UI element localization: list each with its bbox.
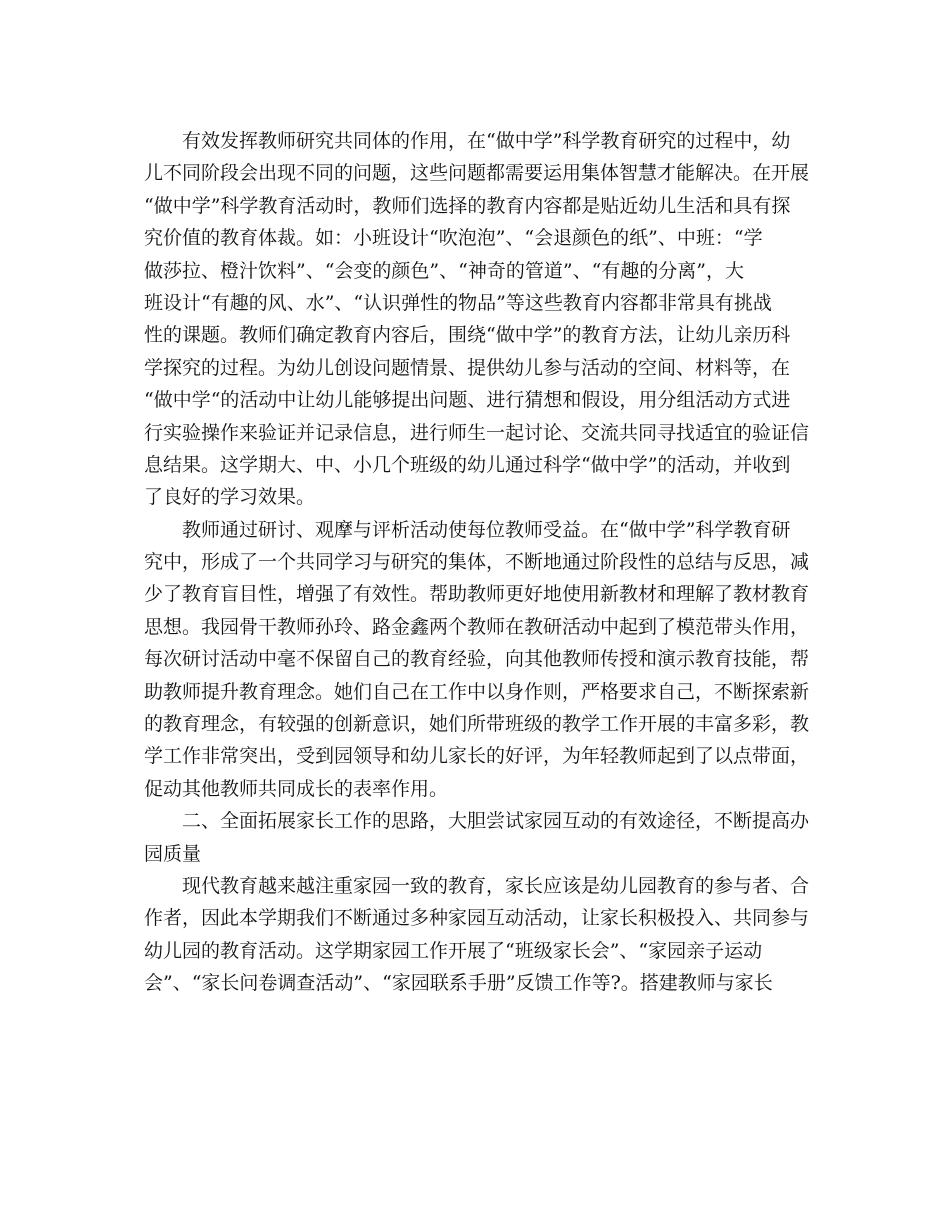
paragraph-line: 做莎拉、橙汁饮料”、“会变的颜色”、“神奇的管道”、“有趣的分离”，大 bbox=[144, 259, 744, 282]
paragraph-line: 息结果。这学期大、中、小几个班级的幼儿通过科学“做中学”的活动，并收到 bbox=[144, 453, 791, 476]
paragraph-line: 究价值的教育体裁。如：小班设计“吹泡泡”、“会退颜色的纸”、中班：“学 bbox=[144, 227, 763, 250]
paragraph-line: 幼儿园的教育活动。这学期家园工作开展了“班级家长会”、“家园亲子运动 bbox=[144, 939, 763, 962]
paragraph-line: 了良好的学习效果。 bbox=[144, 486, 316, 509]
section-heading-line: 园质量 bbox=[144, 842, 202, 865]
paragraph-line: “做中学”科学教育活动时，教师们选择的教育内容都是贴近幼儿生活和具有探 bbox=[144, 194, 791, 217]
paragraph-line: 学探究的过程。为幼儿创设问题情景、提供幼儿参与活动的空间、材料等，在 bbox=[144, 356, 791, 379]
paragraph-line: 作者，因此本学期我们不断通过多种家园互动活动，让家长积极投入、共同参与 bbox=[144, 907, 810, 930]
paragraph-line: 究中，形成了一个共同学习与研究的集体，不断地通过阶段性的总结与反思，减 bbox=[144, 551, 810, 574]
paragraph-line: 会”、“家长问卷调查活动”、“家园联系手册”反馈工作等?。搭建教师与家长 bbox=[144, 972, 773, 995]
section-heading-line: 二、全面拓展家长工作的思路，大胆尝试家园互动的有效途径，不断提高办 bbox=[182, 810, 810, 833]
body-text bbox=[144, 125, 809, 1000]
paragraph-line: 每次研讨活动中毫不保留自己的教育经验，向其他教师传授和演示教育技能，帮 bbox=[144, 648, 810, 671]
paragraph-line: 思想。我园骨干教师孙玲、路金鑫两个教师在教研活动中起到了模范带头作用， bbox=[144, 615, 810, 638]
paragraph-line: 少了教育盲目性，增强了有效性。帮助教师更好地使用新教材和理解了教材教育 bbox=[144, 583, 810, 606]
paragraph-line: 性的课题。教师们确定教育内容后，围绕“做中学”的教育方法，让幼儿亲历科 bbox=[144, 324, 791, 347]
paragraph-line: 学工作非常突出，受到园领导和幼儿家长的好评，为年轻教师起到了以点带面， bbox=[144, 745, 810, 768]
paragraph-line: 有效发挥教师研究共同体的作用，在“做中学”科学教育研究的过程中，幼 bbox=[182, 130, 791, 152]
paragraph-line: 的教育理念，有较强的创新意识，她们所带班级的教学工作开展的丰富多彩，教 bbox=[144, 713, 810, 736]
paragraph-line: 行实验操作来验证并记录信息，进行师生一起讨论、交流共同寻找适宜的验证信 bbox=[144, 421, 810, 444]
paragraph-line: “做中学“的活动中让幼儿能够提出问题、进行猜想和假设，用分组活动方式进 bbox=[144, 389, 791, 412]
paragraph-line: 促动其他教师共同成长的表率作用。 bbox=[144, 777, 449, 800]
paragraph-line: 现代教育越来越注重家园一致的教育，家长应该是幼儿园教育的参与者、合 bbox=[182, 874, 810, 897]
paragraph-line: 儿不同阶段会出现不同的问题，这些问题都需要运用集体智慧才能解决。在开展 bbox=[144, 162, 810, 185]
paragraph-line: 班设计“有趣的风、水”、“认识弹性的物品”等这些教育内容都非常具有挑战 bbox=[144, 291, 772, 314]
paragraph-line: 助教师提升教育理念。她们自己在工作中以身作则，严格要求自己，不断探索新 bbox=[144, 680, 810, 703]
paragraph-line: 教师通过研讨、观摩与评析活动使每位教师受益。在“做中学”科学教育研 bbox=[182, 518, 791, 541]
